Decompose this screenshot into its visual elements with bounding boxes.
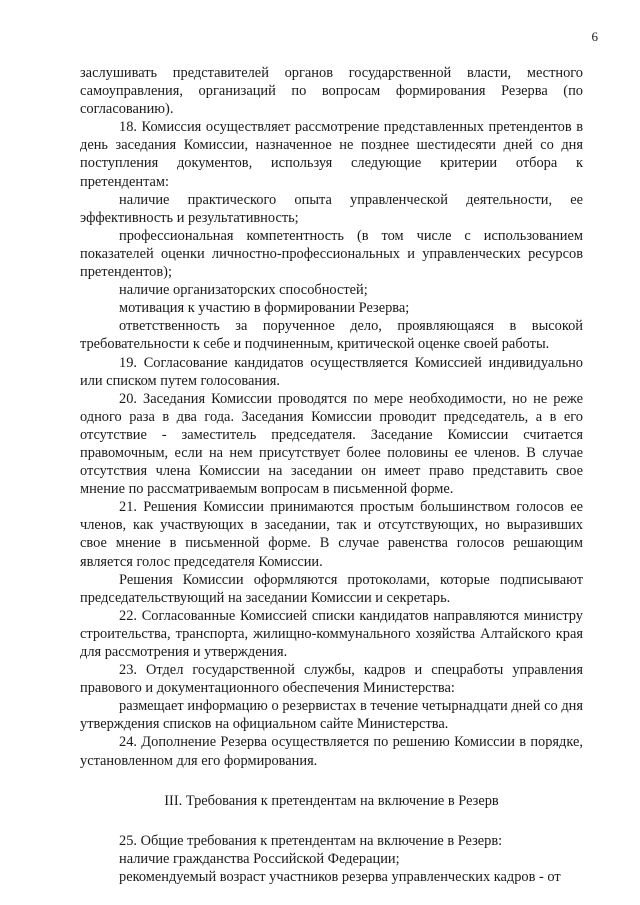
section-heading: III. Требования к претендентам на включение в Резерв: [164, 792, 499, 809]
paragraph: Решения Комиссии оформляются протоколами, которые подписывают председательствующий на заседании Комиссии и секретарь.: [80, 571, 583, 606]
paragraph: 22. Согласованные Комиссией списки кандидатов направляются министру строительства, транспорта, жилищно-коммунального хозяйства Алтайского края для рассмотрения и утверждения.: [80, 607, 583, 660]
paragraph: 18. Комиссия осуществляет рассмотрение представленных претендентов в день заседания Комиссии, назначенное не позднее шестидесяти дней со дня поступления документов, используя следующие критерии отбора к претендентам:: [80, 119, 583, 190]
paragraph: ответственность за порученное дело, проявляющаяся в высокой требовательности к себе и подчиненным, критической оценке своей работы.: [80, 318, 583, 353]
paragraph: заслушивать представителей органов государственной власти, местного самоуправления, организаций по вопросам формирования Резерва (по согласованию).: [80, 65, 583, 118]
paragraph: 24. Дополнение Резерва осуществляется по решению Комиссии в порядке, установленном для его формирования.: [80, 734, 583, 769]
paragraph: 20. Заседания Комиссии проводятся по мере необходимости, но не реже одного раза в два года. Заседания Комиссии проводит председатель, а в его отсутствие - заместитель председателя. Заседание Комиссии считается правомочным, если на нем присутствует более половины ее членов. В случае отсутствия члена Комиссии на заседании он имеет право представить свое мнение по рассматриваемым вопросам в письменной форме.: [80, 390, 583, 498]
paragraph: наличие организаторских способностей;: [119, 282, 368, 299]
paragraph: мотивация к участию в формировании Резерва;: [119, 300, 410, 317]
paragraph: наличие гражданства Российской Федерации;: [119, 850, 400, 867]
paragraph: 23. Отдел государственной службы, кадров и спецработы управления правового и документационного обеспечения Министерства:: [80, 662, 583, 697]
paragraph: 21. Решения Комиссии принимаются простым большинством голосов ее членов, как участвующих в заседании, так и отсутствующих, но выразивших свое мнение в письменной форме. В случае равенства голосов решающим является голос председателя Комиссии.: [80, 499, 583, 570]
paragraph: наличие практического опыта управленческой деятельности, ее эффективность и результативность;: [80, 191, 583, 226]
page-number: 6: [591, 29, 598, 44]
paragraph: 25. Общие требования к претендентам на включение в Резерв:: [119, 832, 503, 849]
paragraph: 19. Согласование кандидатов осуществляется Комиссией индивидуально или списком путем голосования.: [80, 354, 583, 389]
document-body: [80, 64, 583, 886]
paragraph: размещает информацию о резервистах в течение четырнадцати дней со дня утверждения списков на официальном сайте Министерства.: [80, 698, 583, 733]
paragraph: рекомендуемый возраст участников резерва управленческих кадров - от: [119, 868, 561, 885]
paragraph: профессиональная компетентность (в том числе с использованием показателей оценки личностно-профессиональных и управленческих ресурсов претендентов);: [80, 227, 583, 281]
